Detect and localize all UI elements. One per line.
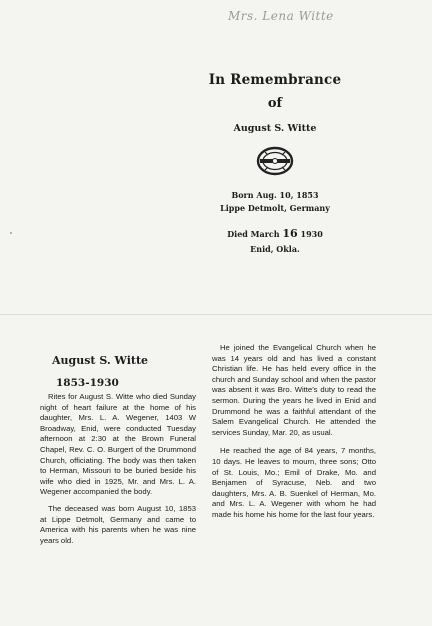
obituary-header xyxy=(42,354,202,389)
obituary-paragraph: He reached the age of 84 years, 7 months, 10 days. He leaves to mourn, three sons; Otto of St. Louis, Mo.; Emil of Drake, Mo. and Benjamen of Syracuse, Neb. and two daughters, Mrs. A. B. Suenkel of Herman, Mo. and Mrs. L. A. Wegener with whom he had made his home his home for the last four years. xyxy=(212,446,376,519)
death-date-prefix: Died March xyxy=(227,229,280,239)
card-name: August S. Witte xyxy=(233,123,317,134)
obituary-years: 1853-1930 xyxy=(56,377,119,389)
card-title: In Remembrance xyxy=(208,72,342,88)
death-date-day: 16 xyxy=(282,227,298,240)
scan-speck xyxy=(10,232,12,234)
obituary-paragraph: He joined the Evangelical Church when he was 14 years old and has lived a constant Christian life. He has held every office in the church and Sunday school and when the pastor was absent it was Bro. Witte's duty to read the sermon. During the years he lived in Enid and Drummond he was a faithful attendant of the Salem Evangelical Church. He attended the services Sunday, Mar. 20, as usual. xyxy=(212,343,376,437)
obituary-paragraph: The deceased was born August 10, 1853 at Lippe Detmolt, Germany and came to America with his parents when he was nine years old. xyxy=(40,503,196,545)
obituary-column-left xyxy=(40,392,196,546)
birth-place: Lippe Detmolt, Germany xyxy=(220,203,330,213)
card-front xyxy=(200,72,350,254)
death-date xyxy=(200,227,350,240)
handwritten-annotation: Mrs. Lena Witte xyxy=(228,9,334,23)
wreath-emblem-icon xyxy=(255,144,295,178)
death-place: Enid, Okla. xyxy=(250,244,300,254)
fold-divider xyxy=(0,314,432,315)
birth-date: Born Aug. 10, 1853 xyxy=(231,190,319,200)
obituary-paragraph: Rites for August S. Witte who died Sunday night of heart failure at the home of his daughter, Mrs. L. A. Wegener, 1403 W Broadway, Enid, were conducted Tuesday afternoon at 2:30 at the Brown Funeral Chapel, Rev. C. O. Burgert of the Drummond Church, officiating. The body was then taken to Herman, Missouri to be buried beside his wife who died in 1925, Mr. and Mrs. L. A. Wegener accompanied the body. xyxy=(40,392,196,497)
obituary-column-right xyxy=(212,343,376,521)
death-date-year: 1930 xyxy=(300,229,323,239)
obituary-heading: August S. Witte xyxy=(52,354,149,367)
card-of: of xyxy=(267,96,283,111)
